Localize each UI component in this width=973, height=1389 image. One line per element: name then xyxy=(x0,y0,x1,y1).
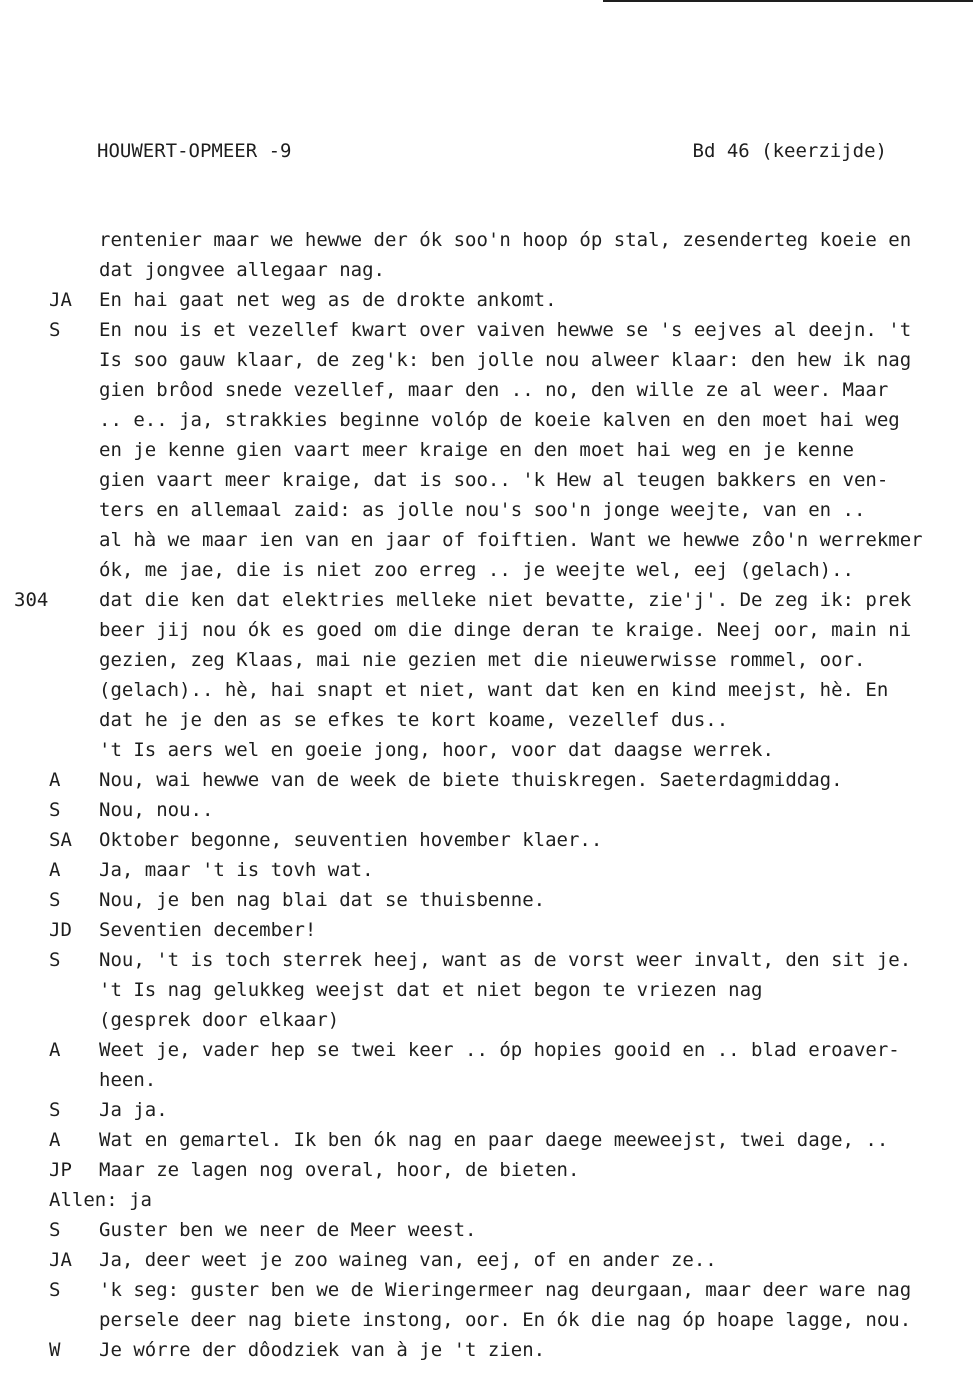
spoken-text: Wat en gemartel. Ik ben ók nag en paar daege meeweejst, twei dage, .. xyxy=(99,1129,889,1151)
transcript-full-line: Allen: ja xyxy=(49,1189,152,1211)
spoken-text: (gesprek door elkaar) xyxy=(99,1009,340,1031)
transcript-line xyxy=(0,1215,973,1245)
spoken-text: heen. xyxy=(99,1069,157,1091)
transcript xyxy=(0,225,973,1365)
spoken-text: Oktober begonne, seuventien hovember klaer.. xyxy=(99,829,603,851)
speaker-label: S xyxy=(49,319,61,341)
transcript-line xyxy=(0,1035,973,1065)
speaker-label: S xyxy=(49,1219,61,1241)
transcript-line xyxy=(0,465,973,495)
spoken-text: Je wórre der dôodziek van à je 't zien. xyxy=(99,1339,546,1361)
transcript-line xyxy=(0,885,973,915)
transcript-line xyxy=(0,1005,973,1035)
spoken-text: ók, me jae, die is niet zoo erreg .. je weejte wel, eej (gelach).. xyxy=(99,559,854,581)
speaker-label: S xyxy=(49,1279,61,1301)
transcript-line xyxy=(0,825,973,855)
transcript-line xyxy=(0,255,973,285)
transcript-line xyxy=(0,315,973,345)
transcript-line xyxy=(0,405,973,435)
spoken-text: dat die ken dat elektries melleke niet bevatte, zie'j'. De zeg ik: prek xyxy=(99,589,912,611)
transcript-line xyxy=(0,555,973,585)
speaker-label: A xyxy=(49,1039,61,1061)
speaker-label: A xyxy=(49,1129,61,1151)
spoken-text: En nou is et vezellef kwart over vaiven hewwe se 's eejves al deejn. 't xyxy=(99,319,912,341)
transcript-line xyxy=(0,1245,973,1275)
transcript-line xyxy=(0,525,973,555)
transcript-line xyxy=(0,375,973,405)
transcript-line xyxy=(0,765,973,795)
speaker-label: JA xyxy=(49,289,72,311)
speaker-label: S xyxy=(49,799,61,821)
spoken-text: gezien, zeg Klaas, mai nie gezien met die nieuwerwisse rommel, oor. xyxy=(99,649,866,671)
document-reference: Bd 46 (keerzijde) xyxy=(692,140,887,162)
spoken-text: al hà we maar ien van en jaar of foiftien. Want we hewwe zôo'n werrekmer xyxy=(99,529,923,551)
transcript-line xyxy=(0,1335,973,1365)
transcript-line xyxy=(0,705,973,735)
spoken-text: (gelach).. hè, hai snapt et niet, want dat ken en kind meejst, hè. En xyxy=(99,679,889,701)
transcript-line xyxy=(0,1065,973,1095)
spoken-text: 't Is nag gelukkeg weejst dat et niet begon te vriezen nag xyxy=(99,979,763,1001)
transcript-line xyxy=(0,285,973,315)
spoken-text: .. e.. ja, strakkies beginne volóp de koeie kalven en den moet hai weg xyxy=(99,409,900,431)
spoken-text: Is soo gauw klaar, de zeg'k: ben jolle nou alweer klaar: den hew ik nag xyxy=(99,349,912,371)
spoken-text: Ja, maar 't is tovh wat. xyxy=(99,859,374,881)
spoken-text: en je kenne gien vaart meer kraige en den moet hai weg en je kenne xyxy=(99,439,854,461)
transcript-line xyxy=(0,1095,973,1125)
transcript-line xyxy=(0,735,973,765)
speaker-label: S xyxy=(49,1099,61,1121)
speaker-label: SA xyxy=(49,829,72,851)
spoken-text: Guster ben we neer de Meer weest. xyxy=(99,1219,477,1241)
document-title: HOUWERT-OPMEER -9 xyxy=(97,140,292,162)
page-header xyxy=(97,138,887,164)
spoken-text: Weet je, vader hep se twei keer .. óp hopies gooid en .. blad eroaver- xyxy=(99,1039,900,1061)
spoken-text: Seventien december! xyxy=(99,919,317,941)
transcript-line xyxy=(0,1305,973,1335)
transcript-line xyxy=(0,675,973,705)
speaker-label: JA xyxy=(49,1249,72,1271)
spoken-text: gien brôod snede vezellef, maar den .. no, den wille ze al weer. Maar xyxy=(99,379,889,401)
speaker-label: A xyxy=(49,769,61,791)
spoken-text: Nou, je ben nag blai dat se thuisbenne. xyxy=(99,889,546,911)
transcript-line xyxy=(0,975,973,1005)
transcript-line xyxy=(0,1185,973,1215)
transcript-line xyxy=(0,585,973,615)
speaker-label: W xyxy=(49,1339,61,1361)
spoken-text: Ja, deer weet je zoo waineg van, eej, of en ander ze.. xyxy=(99,1249,717,1271)
transcript-line xyxy=(0,225,973,255)
transcript-line xyxy=(0,915,973,945)
margin-line-number: 304 xyxy=(14,589,49,611)
speaker-label: S xyxy=(49,889,61,911)
spoken-text: persele deer nag biete instong, oor. En ók die nag óp hoape lagge, nou. xyxy=(99,1309,912,1331)
spoken-text: Nou, nou.. xyxy=(99,799,214,821)
spoken-text: Ja ja. xyxy=(99,1099,168,1121)
spoken-text: Nou, wai hewwe van de week de biete thuiskregen. Saeterdagmiddag. xyxy=(99,769,843,791)
transcript-line xyxy=(0,945,973,975)
transcript-line xyxy=(0,645,973,675)
transcript-line xyxy=(0,795,973,825)
transcript-line xyxy=(0,855,973,885)
spoken-text: 'k seg: guster ben we de Wieringermeer nag deurgaan, maar deer ware nag xyxy=(99,1279,912,1301)
spoken-text: Nou, 't is toch sterrek heej, want as de vorst weer invalt, den sit je. xyxy=(99,949,912,971)
spoken-text: beer jij nou ók es goed om die dinge deran te kraige. Neej oor, main ni xyxy=(99,619,912,641)
transcript-line xyxy=(0,1125,973,1155)
transcript-line xyxy=(0,345,973,375)
transcript-line xyxy=(0,495,973,525)
spoken-text: dat jongvee allegaar nag. xyxy=(99,259,385,281)
spoken-text: 't Is aers wel en goeie jong, hoor, voor dat daagse werrek. xyxy=(99,739,774,761)
speaker-label: S xyxy=(49,949,61,971)
speaker-label: A xyxy=(49,859,61,881)
spoken-text: gien vaart meer kraige, dat is soo.. 'k Hew al teugen bakkers en ven- xyxy=(99,469,889,491)
top-rule xyxy=(603,0,973,2)
spoken-text: En hai gaat net weg as de drokte ankomt. xyxy=(99,289,557,311)
spoken-text: dat he je den as se efkes te kort koame, vezellef dus.. xyxy=(99,709,729,731)
transcript-line xyxy=(0,1155,973,1185)
spoken-text: Maar ze lagen nog overal, hoor, de bieten. xyxy=(99,1159,580,1181)
spoken-text: ters en allemaal zaid: as jolle nou's soo'n jonge weejte, van en .. xyxy=(99,499,866,521)
spoken-text: rentenier maar we hewwe der ók soo'n hoop óp stal, zesenderteg koeie en xyxy=(99,229,912,251)
speaker-label: JD xyxy=(49,919,72,941)
speaker-label: JP xyxy=(49,1159,72,1181)
transcript-line xyxy=(0,1275,973,1305)
transcript-line xyxy=(0,615,973,645)
transcript-line xyxy=(0,435,973,465)
